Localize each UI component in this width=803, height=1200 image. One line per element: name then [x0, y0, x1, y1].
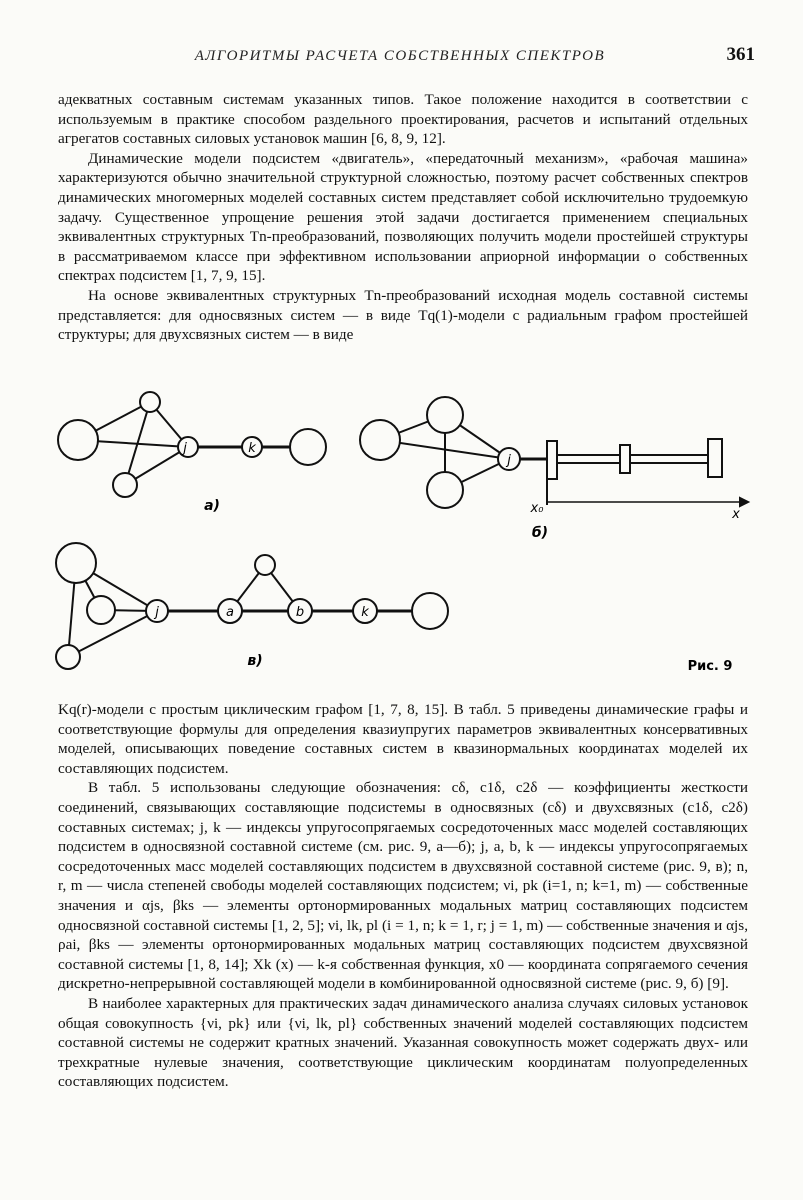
- label-b-c: b: [295, 605, 305, 620]
- text-block-top: [58, 90, 748, 345]
- paragraph-2: Динамические модели подсистем «двигатель», «передаточный механизм», «рабочая машина» характеризуются обычно значительной структурной сложностью, поэтому расчет собственных спектров динамических многомерных моделей составных систем представляет собой исключительно трудоемкую задачу. Существенное упрощение решения этой задачи достигается применением специальных эквивалентных структурных Tn-преобразований, позволяющих получить модели простейшей структуры в рассматриваемом классе при эффективном использовании априорной информации о собственных спектрах подсистем [1, 7, 9, 15].: [58, 149, 748, 285]
- figure-caption: Рис. 9: [687, 659, 733, 674]
- paragraph-3: На основе эквивалентных структурных Tn-преобразований исходная модель составной системы представляется: для односвязных систем — в виде Tq(1)-модели с радиальным графом простейшей структуры; для двухсвязных систем — в виде: [58, 286, 748, 344]
- label-k-a: k: [248, 441, 256, 456]
- label-a-c: a: [226, 605, 234, 620]
- text-block-bottom: [58, 700, 748, 1092]
- paragraph-5: В табл. 5 использованы следующие обозначения: cδ, c1δ, c2δ — коэффициенты жесткости соединений, связывающих составляющие подсистемы в односвязных (cδ) и двухсвязных (c1δ, c2δ) составных системах; j, k — индексы упругосопрягаемых сосредоточенных масс моделей составляющих подсистем в односвязной составной системе (см. рис. 9, а—б); j, a, b, k — индексы упругосопрягаемых сосредоточенных масс моделей составляющих подсистем в двухсвязной составной системе (рис. 9, в); n, r, m — числа степеней свободы моделей составляющих подсистем; νi, pk (i=1, n; k=1, m) — собственные значения и αjs, βks — элементы ортонормированных модальных матриц составляющих подсистем односвязной составной системы [1, 2, 5]; νi, lk, pl (i = 1, n; k = 1, r; j = 1, m) — собственные значения и αjs, ρai, βks — элементы ортонормированных модальных матриц составляющих подсистем двухсвязной составной системы [1, 8, 14]; Xk (x) — k-я собственная функция, x0 — координата сопрягаемого сечения дискретно-непрерывной составляющей модели в комбинированной односвязной системе (рис. 9, б) [9].: [58, 779, 748, 993]
- figure-9: [40, 385, 770, 695]
- page-number: 361: [726, 44, 755, 65]
- panel-label-c: в): [247, 653, 263, 669]
- label-j-c: j: [155, 605, 159, 620]
- axis-label-x: x: [732, 507, 740, 522]
- paragraph-4: Kq(r)-модели с простым циклическим графом [1, 7, 8, 15]. В табл. 5 приведены динамические графы и соответствующие формулы для определения квазиупругих параметров эквивалентных консервативных моделей, описывающих поведение составных систем в квазинормальных координатах моделей их составляющих подсистем.: [58, 701, 748, 777]
- label-j-a: j: [183, 441, 187, 456]
- node-j-a: [178, 437, 198, 457]
- running-head: АЛГОРИТМЫ РАСЧЕТА СОБСТВЕННЫХ СПЕКТРОВ: [194, 48, 606, 64]
- axis-label-x0: x₀: [530, 501, 544, 516]
- label-k-c: k: [361, 605, 369, 620]
- paragraph-1: адекватных составным системам указанных типов. Такое положение находится в соответствии с используемым в практике способом раздельного проектирования, расчетов и испытаний отдельных агрегатов составных силовых установок машин [6, 8, 9, 12].: [58, 91, 748, 148]
- panel-label-b: б): [531, 525, 549, 541]
- paragraph-6: В наиболее характерных для практических задач динамического анализа случаях силовых установок общая совокупность {νi, pk} или {νi, lk, pl} собственных значений моделей составляющих подсистем составной системы не содержит кратных значений. Указанная совокупность может содержать двух- или трехкратные нулевые значения, соответствующие циклическим координатам полуопределенных составляющих подсистем.: [58, 994, 748, 1091]
- panel-label-a: а): [204, 498, 220, 514]
- label-j-b: j: [507, 453, 511, 468]
- figure-9-graphs: [40, 385, 770, 695]
